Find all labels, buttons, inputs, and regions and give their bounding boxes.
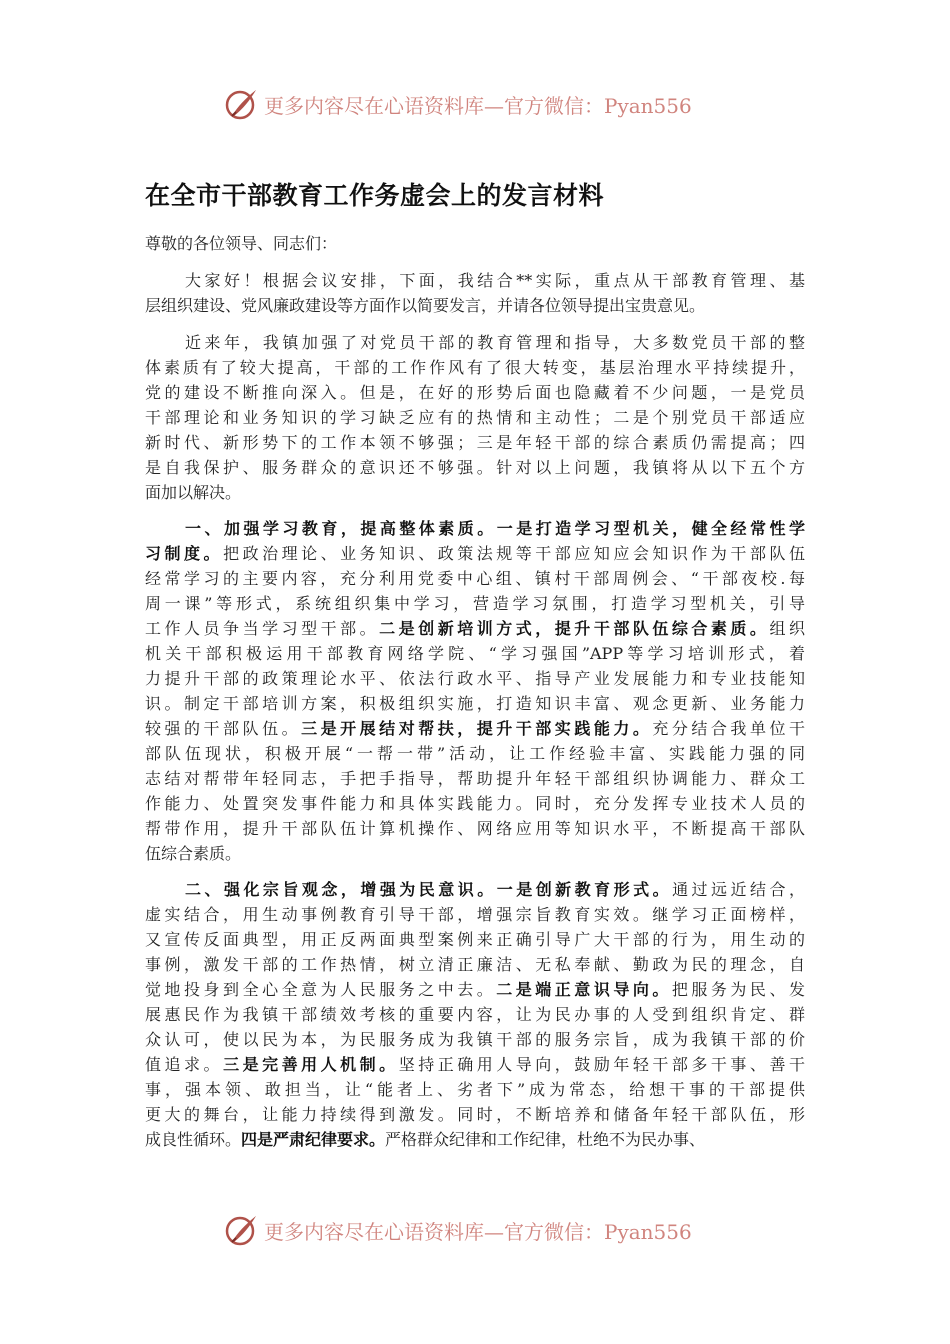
text-line bbox=[145, 268, 805, 293]
bold-text: 习制度。 bbox=[145, 544, 224, 563]
text-run: 事，强本领、敢担当，让“能者上、劣者下”成为常态，给想干事的干部提供 bbox=[145, 1080, 805, 1099]
text-line bbox=[145, 641, 805, 666]
text-line bbox=[145, 927, 805, 952]
text-line bbox=[145, 902, 805, 927]
text-line bbox=[145, 977, 805, 1002]
text-run: 近来年，我镇加强了对党员干部的教育管理和指导，大多数党员干部的整 bbox=[185, 333, 805, 352]
text-run: 力提升干部的政策理论水平、依法行政水平、指导产业发展能力和专业技能知 bbox=[145, 669, 805, 688]
text-line bbox=[145, 1127, 805, 1152]
text-line bbox=[145, 1077, 805, 1102]
text-run: 作能力、处置突发事件能力和具体实践能力。同时，充分发挥专业技术人员的 bbox=[145, 794, 805, 813]
text-run: 识。制定干部培训方案，积极组织实施，打造知识丰富、观念更新、业务能力 bbox=[145, 694, 805, 713]
bold-text: 三是开展结对帮扶，提升干部实践能力。 bbox=[301, 719, 653, 738]
text-run: 把政治理论、业务知识、政策法规等干部应知应会知识作为干部队伍 bbox=[223, 544, 805, 563]
text-run: 工作人员争当学习型干部。 bbox=[145, 619, 380, 638]
text-run: 机关干部积极运用干部教育网络学院、“学习强国”APP等学习培训形式，着 bbox=[145, 644, 805, 663]
text-run: 组织 bbox=[769, 619, 805, 638]
text-line bbox=[145, 330, 805, 355]
quill-logo-icon bbox=[224, 86, 260, 122]
text-run: 是自我保护、服务群众的意识还不够强。针对以上问题，我镇将从以下五个方 bbox=[145, 458, 805, 477]
text-line bbox=[145, 405, 805, 430]
text-run: 伍综合素质。 bbox=[145, 844, 242, 863]
text-line bbox=[145, 666, 805, 691]
text-run: 周一课”等形式，系统组织集中学习，营造学习氛围，打造学习型机关，引导 bbox=[145, 594, 805, 613]
text-run: 展惠民作为我镇干部绩效考核的重要内容，让为民办事的人受到组织肯定、群 bbox=[145, 1005, 805, 1024]
text-line bbox=[145, 877, 805, 902]
bold-text: 二、强化宗旨观念，增强为民意识。一是创新教育形式。 bbox=[185, 880, 673, 899]
text-run: 严格群众纪律和工作纪律，杜绝不为民办事、 bbox=[385, 1130, 706, 1149]
text-run: 虚实结合，用生动事例教育引导干部，增强宗旨教育实效。继学习正面榜样， bbox=[145, 905, 805, 924]
text-run: 又宣传反面典型，用正反两面典型案例来正确引导广大干部的行为，用生动的 bbox=[145, 930, 805, 949]
greeting: 尊敬的各位领导、同志们： bbox=[145, 234, 338, 253]
quill-logo-icon bbox=[224, 1212, 260, 1248]
paragraph-intro bbox=[145, 268, 805, 318]
text-run: 成良性循环。 bbox=[145, 1130, 242, 1149]
bold-text: 一、加强学习教育，提高整体素质。一是打造学习型机关，健全经常性学 bbox=[185, 519, 805, 538]
text-run: 通过远近结合， bbox=[672, 880, 805, 899]
text-line bbox=[145, 952, 805, 977]
watermark-text: 更多内容尽在心语资料库—官方微信：Pyan556 bbox=[264, 93, 692, 118]
text-run: 充分结合我单位干 bbox=[652, 719, 805, 738]
text-run: 新时代、新形势下的工作本领不够强；三是年轻干部的综合素质仍需提高；四 bbox=[145, 433, 805, 452]
text-run: 帮带作用，提升干部队伍计算机操作、网络应用等知识水平，不断提高干部队 bbox=[145, 819, 805, 838]
text-run: 更大的舞台，让能力持续得到激发。同时，不断培养和储备年轻干部队伍，形 bbox=[145, 1105, 805, 1124]
bold-text: 二是端正意识导向。 bbox=[496, 980, 672, 999]
text-line bbox=[145, 293, 805, 318]
text-line bbox=[145, 616, 805, 641]
paragraph-problems bbox=[145, 330, 805, 505]
document-title: 在全市干部教育工作务虚会上的发言材料 bbox=[145, 181, 605, 210]
text-run: 众认可，使以民为本，为民服务成为我镇干部的服务宗旨，成为我镇干部的价 bbox=[145, 1030, 805, 1049]
text-line bbox=[145, 741, 805, 766]
text-line bbox=[145, 766, 805, 791]
text-line bbox=[145, 1052, 805, 1077]
text-line bbox=[145, 816, 805, 841]
text-line bbox=[145, 566, 805, 591]
text-line bbox=[145, 591, 805, 616]
text-line bbox=[145, 380, 805, 405]
watermark-text: 更多内容尽在心语资料库—官方微信：Pyan556 bbox=[264, 1219, 692, 1244]
footer-watermark-banner bbox=[0, 1208, 950, 1252]
text-line bbox=[145, 691, 805, 716]
text-run: 大家好！根据会议安排，下面，我结合**实际，重点从干部教育管理、基 bbox=[185, 271, 805, 290]
text-run: 较强的干部队伍。 bbox=[145, 719, 302, 738]
text-run: 层组织建设、党风廉政建设等方面作以简要发言，并请各位领导提出宝贵意见。 bbox=[145, 296, 706, 315]
text-run: 志结对帮带年轻同志，手把手指导，帮助提升年轻干部组织协调能力、群众工 bbox=[145, 769, 805, 788]
text-run: 经常学习的主要内容，充分利用党委中心组、镇村干部周例会、“干部夜校.每 bbox=[145, 569, 805, 588]
header-watermark-banner bbox=[0, 82, 950, 126]
text-line bbox=[145, 1102, 805, 1127]
text-run: 面加以解决。 bbox=[145, 483, 242, 502]
paragraph-section-two bbox=[145, 877, 805, 1152]
text-line bbox=[145, 516, 805, 541]
text-run: 觉地投身到全心全意为人民服务之中去。 bbox=[145, 980, 497, 999]
text-run: 党的建设不断推向深入。但是，在好的形势后面也隐藏着不少问题，一是党员 bbox=[145, 383, 805, 402]
text-run: 事例，激发干部的工作热情，树立清正廉洁、无私奉献、勤政为民的理念，自 bbox=[145, 955, 805, 974]
text-run: 体素质有了较大提高，干部的工作作风有了很大转变，基层治理水平持续提升， bbox=[145, 358, 805, 377]
text-run: 坚持正确用人导向，鼓励年轻干部多干事、善干 bbox=[398, 1055, 805, 1074]
text-line bbox=[145, 841, 805, 866]
paragraph-section-one bbox=[145, 516, 805, 866]
text-line bbox=[145, 716, 805, 741]
text-line bbox=[145, 541, 805, 566]
text-run: 值追求。 bbox=[145, 1055, 224, 1074]
bold-text: 三是完善用人机制。 bbox=[223, 1055, 399, 1074]
text-line bbox=[145, 430, 805, 455]
text-line bbox=[145, 355, 805, 380]
text-run: 部队伍现状，积极开展“一帮一带”活动，让工作经验丰富、实践能力强的同 bbox=[145, 744, 805, 763]
text-line bbox=[145, 455, 805, 480]
bold-text: 四是严肃纪律要求。 bbox=[241, 1130, 386, 1149]
text-run: 把服务为民、发 bbox=[671, 980, 805, 999]
text-line bbox=[145, 791, 805, 816]
text-line bbox=[145, 1027, 805, 1052]
text-line bbox=[145, 1002, 805, 1027]
text-line bbox=[145, 480, 805, 505]
bold-text: 二是创新培训方式，提升干部队伍综合素质。 bbox=[379, 619, 770, 638]
text-run: 干部理论和业务知识的学习缺乏应有的热情和主动性；二是个别党员干部适应 bbox=[145, 408, 805, 427]
